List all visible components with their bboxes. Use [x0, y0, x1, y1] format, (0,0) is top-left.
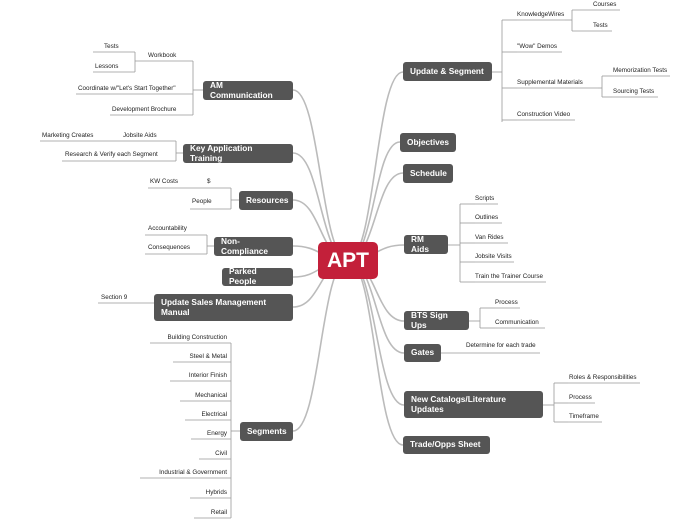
leaf-segment-0[interactable]: Building Construction: [167, 334, 227, 341]
topic-new-catalogs[interactable]: New Catalogs/Literature Updates: [404, 391, 543, 418]
topic-update-segment[interactable]: Update & Segment: [403, 62, 492, 81]
leaf-process-bts[interactable]: Process: [495, 299, 518, 306]
kw-knowledgewires[interactable]: KnowledgeWires: [517, 11, 565, 18]
kw-supplemental[interactable]: Supplemental Materials: [517, 79, 583, 86]
leaf-sourcing-tests[interactable]: Sourcing Tests: [613, 88, 655, 95]
topic-schedule[interactable]: Schedule: [403, 164, 453, 183]
leaf-communication[interactable]: Communication: [495, 319, 539, 326]
branch-am-communication: [293, 90, 348, 260]
leaf-outlines[interactable]: Outlines: [475, 214, 499, 221]
topic-parked-people[interactable]: Parked People: [222, 268, 293, 286]
leaf-coordinate[interactable]: Coordinate w/"Let's Start Together": [78, 85, 176, 92]
leaf-segment-8[interactable]: Hybrids: [205, 489, 227, 496]
topic-segments[interactable]: Segments: [240, 422, 293, 441]
topic-update-sales-manual[interactable]: Update Sales Management Manual: [154, 294, 293, 321]
leaf-segment-3[interactable]: Mechanical: [195, 392, 227, 399]
leaf-process-catalogs[interactable]: Process: [569, 394, 592, 401]
leaf-lessons[interactable]: Lessons: [95, 63, 119, 70]
leaf-roles-responsibilities[interactable]: Roles & Responsibilities: [569, 374, 637, 381]
branch-segments: [293, 260, 348, 431]
leaf-timeframe[interactable]: Timeframe: [569, 413, 599, 420]
leaf-kw-costs[interactable]: KW Costs: [150, 178, 178, 185]
topic-resources[interactable]: Resources: [239, 191, 293, 210]
leaf-determine-trade[interactable]: Determine for each trade: [466, 342, 536, 349]
leaf-segment-1[interactable]: Steel & Metal: [189, 353, 227, 360]
leaf-development-brochure[interactable]: Development Brochure: [112, 106, 177, 113]
topic-trade-opps[interactable]: Trade/Opps Sheet: [403, 436, 490, 454]
central-topic[interactable]: APT: [318, 242, 378, 279]
leaf-segment-2[interactable]: Interior Finish: [188, 372, 227, 379]
topic-objectives[interactable]: Objectives: [400, 133, 456, 152]
kw-wow-demos[interactable]: "Wow" Demos: [517, 43, 558, 50]
branch-new-catalogs: [348, 260, 404, 405]
leaf-accountability[interactable]: Accountability: [148, 225, 187, 232]
topic-gates[interactable]: Gates: [404, 344, 441, 362]
topic-am-communication[interactable]: AM Communication: [203, 81, 293, 100]
kw-construction-video[interactable]: Construction Video: [517, 111, 571, 118]
leaf-segment-7[interactable]: Industrial & Government: [159, 469, 227, 476]
leaf-people[interactable]: People: [192, 198, 212, 205]
leaf-section-9[interactable]: Section 9: [101, 294, 128, 301]
topic-non-compliance[interactable]: Non-Compliance: [214, 237, 293, 256]
leaf-train-trainer[interactable]: Train the Trainer Course: [475, 273, 544, 280]
leaf-courses[interactable]: Courses: [593, 1, 617, 8]
branch-update-segment: [348, 72, 403, 260]
leaf-segment-6[interactable]: Civil: [215, 450, 227, 457]
leaf-research-verify[interactable]: Research & Verify each Segment: [65, 151, 158, 158]
leaf-segment-4[interactable]: Electrical: [201, 411, 227, 418]
leaf-tests-right[interactable]: Tests: [593, 22, 608, 29]
leaf-segment-5[interactable]: Energy: [207, 430, 227, 437]
leaf-van-rides[interactable]: Van Rides: [475, 234, 504, 241]
leaf-memorization-tests[interactable]: Memorization Tests: [613, 67, 668, 74]
leaf-marketing-creates[interactable]: Marketing Creates: [42, 132, 94, 139]
topic-key-application-training[interactable]: Key Application Training: [183, 144, 293, 163]
leaf-tests-left[interactable]: Tests: [104, 43, 119, 50]
topic-rm-aids[interactable]: RM Aids: [404, 235, 448, 254]
leaf-dollar[interactable]: $: [207, 178, 211, 185]
topic-bts-sign-ups[interactable]: BTS Sign Ups: [404, 311, 469, 330]
leaf-consequences[interactable]: Consequences: [148, 244, 191, 251]
leaf-scripts[interactable]: Scripts: [475, 195, 495, 202]
leaf-segment-9[interactable]: Retail: [210, 509, 227, 516]
leaf-workbook[interactable]: Workbook: [148, 52, 177, 59]
leaf-jobsite-aids[interactable]: Jobsite Aids: [123, 132, 157, 139]
leaf-jobsite-visits[interactable]: Jobsite Visits: [475, 253, 512, 260]
